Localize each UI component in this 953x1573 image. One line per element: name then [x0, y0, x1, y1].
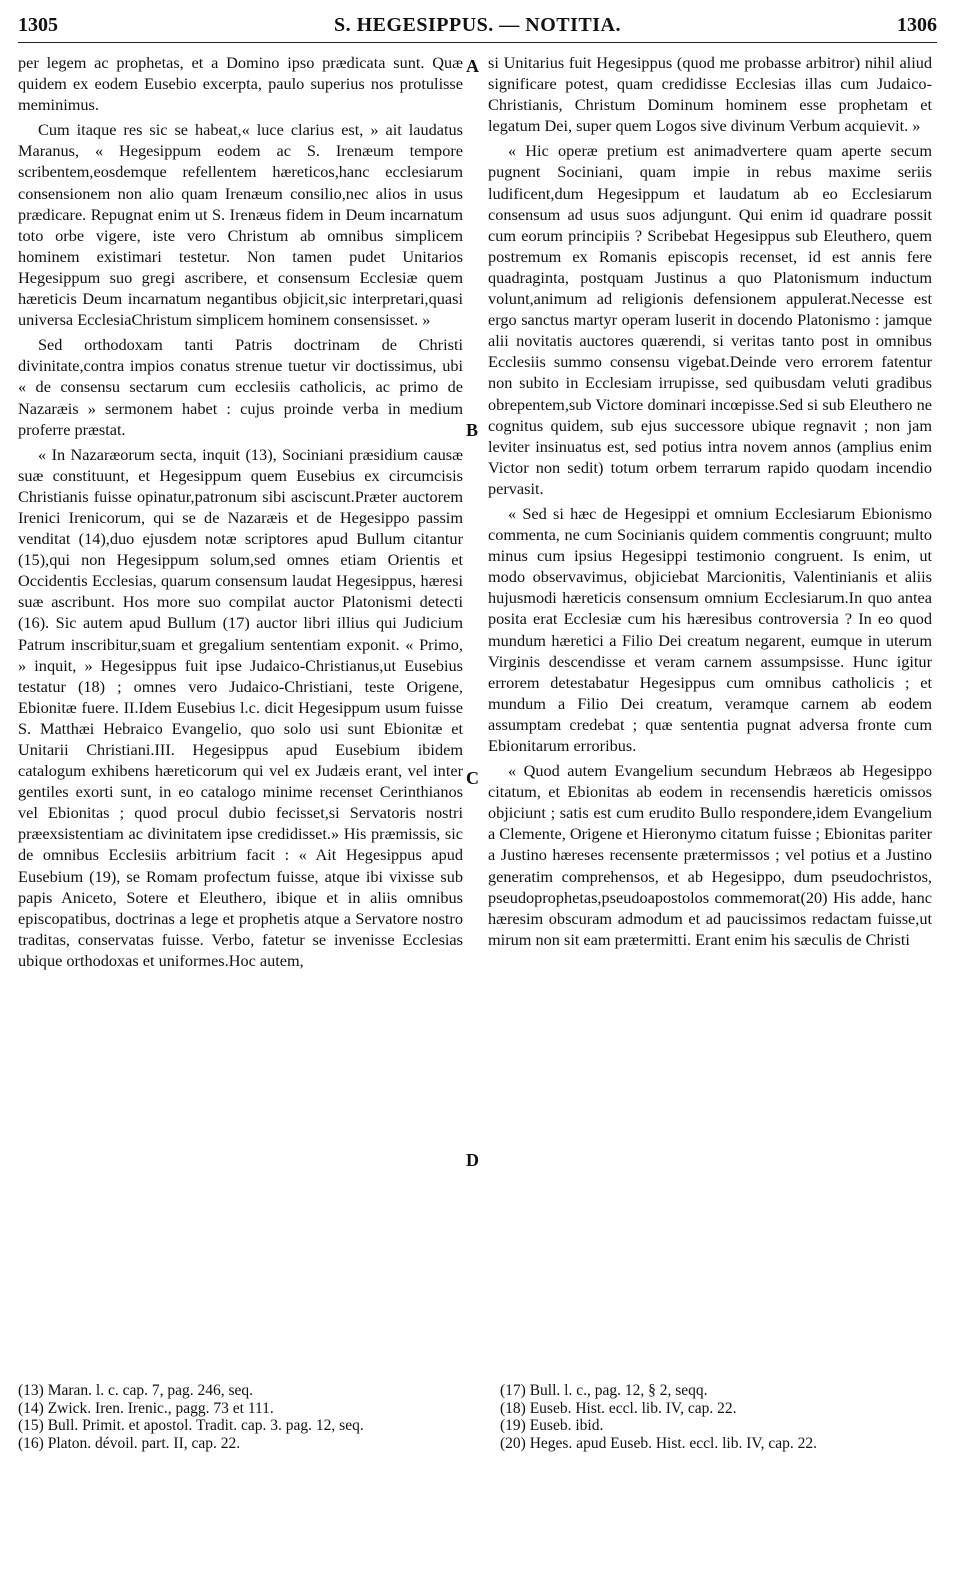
paragraph: per legem ac prophetas, et a Domino ipso prædicata sunt. Quæ quidem ex eodem Eusebio excerpta, paulo superius nos protulisse meminimus.: [18, 53, 463, 115]
margin-marker-b: B: [466, 420, 479, 440]
margin-marker-d: D: [466, 1150, 479, 1170]
right-column-number: 1306: [897, 14, 937, 36]
footnote: (19) Euseb. ibid.: [500, 1417, 604, 1434]
footnotes-left: [18, 1382, 463, 1452]
footnote: (17) Bull. l. c., pag. 12, § 2, seqq.: [500, 1382, 708, 1399]
paragraph: « Hic operæ pretium est animadvertere quam aperte secum pugnent Sociniani, quam impie in rebus maxime seriis ludificent,dum Hegesippum et laudatum ab eo Ecclesiarum consensum ad usus suos adjungunt. Qui enim id quadrare possit cum eorum principiis ? Scribebat Hegesippus sub Eleuthero, quem postremum ex Romanis episcopis recenset, id est annis fere quadraginta, postquam Justinus a quo Platonismum inductum volunt,animum ad religionis defensionem appulerat.Necesse est ergo sanctus martyr operam luserit in docendo Platonismo : jamque alii novitatis auctores quærendi, si veritas tanto post in omnibus Ecclesiis summo consensu vigebat.Deinde vero errorem fatentur non subito in Ecclesiam irrupisse, sed quibusdam veluti gradibus obrepentem,sub Victore dominari incœpisse.Sed si sub Eleuthero ne cognitus quidem, sub ejus successore ubique regnavit ; non jam leviter insinuatus est, sed potius intra novem annos (amplius enim Victor non sedit) totum orbem terrarum rapido quodam incendio pervasit.: [488, 141, 932, 498]
paragraph: Cum itaque res sic se habeat,« luce clarius est, » ait laudatus Maranus, « Hegesippum eodem ac S. Irenæum tempore scribentem,eosdemque refellentem hæreticos,hanc ecclesiarum consensionem non alio quam Irenæum consilio,nec alios in usus prædicare. Repugnat enim ut S. Irenæus fidem in Deum incarnatum toto orbe vigere, iste vero Christum ab omnibus simplicem hominem existimari testetur. Non tamen pudet Unitarios Hegesippum suo gregi ascribere, et consensum Ecclesiæ quem hæreticis Deum incarnatum negantibus objicit,sic interpretari,quasi universa EcclesiaChristum simplicem hominem consensisset. »: [18, 120, 463, 330]
footnote: (13) Maran. l. c. cap. 7, pag. 246, seq.: [18, 1382, 254, 1399]
paragraph: « Quod autem Evangelium secundum Hebræos ab Hegesippo citatum, et Ebionitas ab eodem in recensendis hæreticis omissos objiciunt ; satis est cum erudito Bullo respondere,idem Evangelium a Clemente, Origene et Hieronymo citatum fuisse ; Ebionitas pariter a Justino hæreses recensente prætermissos ; vel potius et a Justino generatim comprehensos, et ab Hegesippo, dum pseudochristos, pseudoprophetas,pseudoapostolos commemorat(20) His adde, hanc hæresim obscuram admodum et ad paucissimos redactam fuisse,ut mirum non sit eam prætermitti. Erant enim his sæculis de Christi: [488, 761, 932, 949]
margin-marker-c: C: [466, 768, 479, 788]
page-header: [18, 10, 937, 42]
footnote: (18) Euseb. Hist. eccl. lib. IV, cap. 22.: [500, 1399, 737, 1417]
paragraph: « Sed si hæc de Hegesippi et omnium Ecclesiarum Ebionismo commenta, ne cum Socinianis quidem commentis congruunt; multo minus cum ipsius Hegesippi testimonio congruent. Is enim, ut modo observavimus, objiciebat Marcionitis, Valentinianis et aliis hujusmodi hæreticis consensum omnium Ecclesiarum.In quo antea posita erat Ecclesiæ cum his hæresibus controversia ? In eo quod mundum hæretici a Filio Dei creatum negarent, eumque in uterum Virginis descendisse et veram carnem assumpsisse. Hunc igitur errorem detestabatur Hegesippus cum omnibus catholicis ; et mundum a Filio Dei creatum, veramque carnem ab eodem assumptam credebat ; quæ sententia pugnat adversa fronte cum Ebionitarum erroribus.: [488, 503, 932, 755]
margin-marker-a: A: [466, 56, 479, 76]
paragraph: Sed orthodoxam tanti Patris doctrinam de Christi divinitate,contra impios conatus strenue tuetur vir doctissimus, ubi « de consensu sectarum cum ecclesiis catholicis, ac primo de Nazaræis » sermonem habet : cujus proinde verba in medium proferre præstat.: [18, 335, 463, 439]
footnotes-right: [500, 1382, 930, 1452]
header-rule: [18, 42, 937, 43]
footnote: (15) Bull. Primit. et apostol. Tradit. cap. 3. pag. 12, seq.: [18, 1417, 364, 1434]
right-column: [488, 52, 932, 954]
footnote: (20) Heges. apud Euseb. Hist. eccl. lib. IV, cap. 22.: [500, 1434, 817, 1452]
left-column: [18, 52, 463, 975]
paragraph: si Unitarius fuit Hegesippus (quod me probasse arbitror) nihil aliud significare potest, quam credidisse Ecclesias illas cum Judaico-Christianis, Christum Dominum hominem esse prophetam et legatum Dei, super quem Logos sive divinum Verbum acquievit. »: [488, 53, 932, 136]
running-title: S. HEGESIPPUS. — NOTITIA.: [333, 14, 621, 36]
paragraph: « In Nazaræorum secta, inquit (13), Sociniani præsidium causæ suæ constituunt, et Hegesippum quem Eusebius ex circumcisis Christianis fuisse opinatur,patronum sibi asciscunt.Præter auctorem Irenici Irenicorum, qui se de Nazaræis et de Hegesippo passim venditat (14),duo ejusdem notæ scriptores apud Bullum citantur (15),qui non Hegesippum solum,sed omnes etiam Orientis et Occidentis Ecclesias, quarum consensum laudat Hegesippus, hæresi suæ ascribunt. Hos more suo compilat auctor Platonismi detecti (16). Sic autem apud Bullum (17) auctor libri illius qui Judicium Patrum inscribitur,suam et gregalium sententiam exponit. « Primo, » inquit, » Hegesippus fuit ipse Judaico-Christianus,ut Eusebius testatur (18) ; omnes vero Judaico-Christiani, teste Origene, Ebionitæ fuere. II.Idem Eusebius l.c. dicit Hegesippum usum fuisse S. Matthæi Hebraico Evangelio, quo solo usi sunt Ebionitæ et Unitarii Christiani.III. Hegesippus apud Eusebium ibidem catalogum exhibens hæreticorum qui vel ex Judæis erant, vel inter gentiles exorti sunt, in eo catalogo minime recenset Cerinthianos vel Ebionitas ; quod procul dubio fecisset,si Servatoris nostri præexsistentiam ac divinitatem ipse credidisset.» His præmissis, sic de omnibus Ecclesiis arbitrium facit : « Ait Hegesippus apud Eusebium (19), se Romam profectum fuisse, atque ibi vixisse sub papis Aniceto, Sotere et Eleuthero, ibique et in aliis omnibus episcopatibus, doctrinas a lege et prophetis atque a Servatore nostro traditas, conservatas fuisse. Verbo, fatetur se invenisse Ecclesias ubique orthodoxas et uniformes.Hoc autem,: [18, 444, 463, 970]
footnote: (14) Zwick. Iren. Irenic., pagg. 73 et 111.: [18, 1399, 274, 1417]
footnote: (16) Platon. dévoil. part. II, cap. 22.: [18, 1434, 241, 1452]
left-column-number: 1305: [18, 14, 58, 36]
